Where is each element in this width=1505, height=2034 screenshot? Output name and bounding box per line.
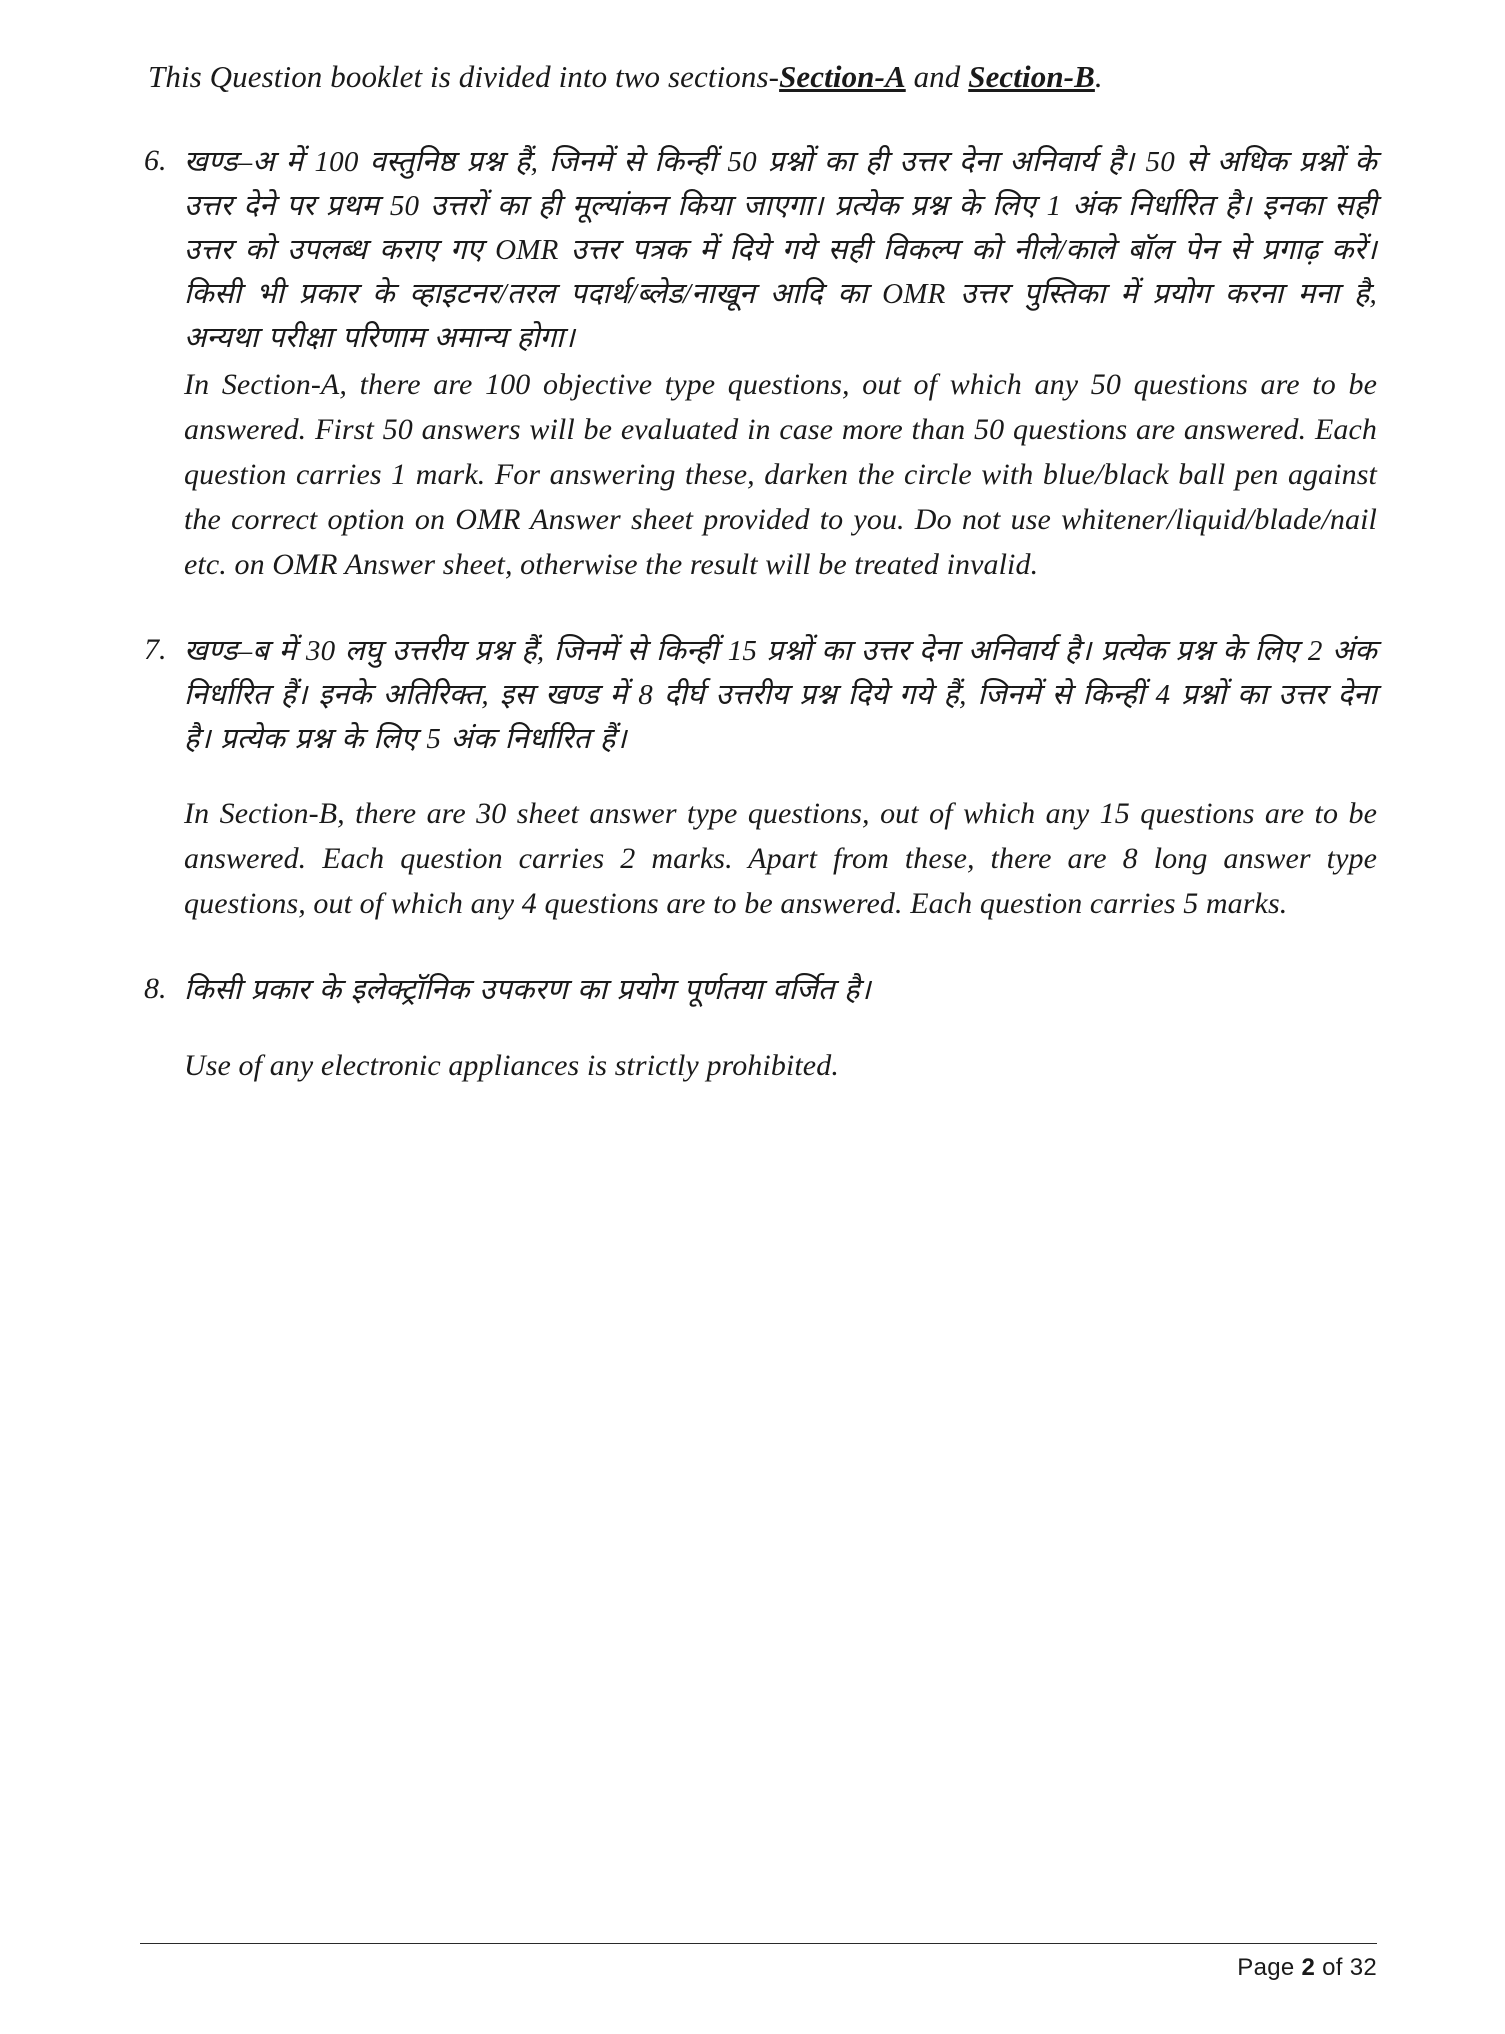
item-hindi-text: किसी प्रकार के इलेक्ट्रॉनिक उपकरण का प्रयोग पूर्णतया वर्जित है। — [184, 974, 871, 1007]
page-footer — [140, 1943, 1377, 1982]
instruction-item-6 — [140, 140, 1377, 587]
item-body — [184, 629, 1377, 926]
item-english-text: Use of any electronic appliances is strictly prohibited. — [184, 1048, 839, 1082]
item-english-text: In Section-A, there are 100 objective type questions, out of which any 50 questions are to be answered. First 50 answers will be evaluated in case more than 50 questions are answered. Each question carries 1 mark. For answering these, darken the circle with blue/black ball pen against the correct option on OMR Answer sheet provided to you. Do not use whitener/liquid/blade/nail etc. on OMR Answer sheet, otherwise the result will be treated invalid. — [184, 368, 1377, 582]
instruction-item-7 — [140, 629, 1377, 926]
footer-divider — [140, 1943, 1377, 1944]
section-a-label: Section-A — [779, 59, 906, 94]
intro-text-before: This Question booklet is divided into two sections- — [148, 59, 780, 94]
item-number: 8. — [144, 972, 167, 1006]
item-hindi-text: खण्ड–अ में 100 वस्तुनिष्ठ प्रश्न हैं, जिनमें से किन्हीं 50 प्रश्नों का ही उत्तर देना अनिवार्य है। 50 से अधिक प्रश्नों के उत्तर देने पर प्रथम 50 उत्तरों का ही मूल्यांकन किया जाएगा। प्रत्येक प्रश्न के लिए 1 अंक निर्धारित है। इनका सही उत्तर को उपलब्ध कराए गए OMR उत्तर पत्रक में दिये गये सही विकल्प को नीले/काले बॉल पेन से प्रगाढ़ करें। किसी भी प्रकार के व्हाइटनर/तरल पदार्थ/ब्लेड/नाखून आदि का OMR उत्तर पुस्तिका में प्रयोग करना मना है, अन्यथा परीक्षा परिणाम अमान्य होगा। — [184, 145, 1377, 355]
intro-conjunction: and — [905, 59, 969, 94]
item-number: 6. — [144, 143, 167, 177]
section-b-label: Section-B — [968, 59, 1095, 94]
footer-suffix: of 32 — [1315, 1954, 1377, 1981]
item-hindi-text: खण्ड–ब में 30 लघु उत्तरीय प्रश्न हैं, जिनमें से किन्हीं 15 प्रश्नों का उत्तर देना अनिवार्य है। प्रत्येक प्रश्न के लिए 2 अंक निर्धारित हैं। इनके अतिरिक्त, इस खण्ड में 8 दीर्घ उत्तरीय प्रश्न दिये गये हैं, जिनमें से किन्हीं 4 प्रश्नों का उत्तर देना है। प्रत्येक प्रश्न के लिए 5 अंक निर्धारित हैं। — [184, 635, 1377, 756]
intro-line — [148, 56, 1377, 98]
item-body — [184, 140, 1377, 587]
page-number-label — [140, 1954, 1377, 1982]
footer-prefix: Page — [1237, 1954, 1302, 1981]
instruction-item-8 — [140, 968, 1377, 1087]
item-body — [184, 968, 1377, 1087]
item-english-text: In Section-B, there are 30 sheet answer type questions, out of which any 15 questions are to be answered. Each question carries 2 marks. Apart from these, there are 8 long answer type questions, out of which any 4 questions are to be answered. Each question carries 5 marks. — [184, 797, 1377, 921]
item-number: 7. — [144, 633, 167, 667]
intro-text-after: . — [1094, 59, 1103, 94]
footer-page-number: 2 — [1301, 1954, 1316, 1981]
